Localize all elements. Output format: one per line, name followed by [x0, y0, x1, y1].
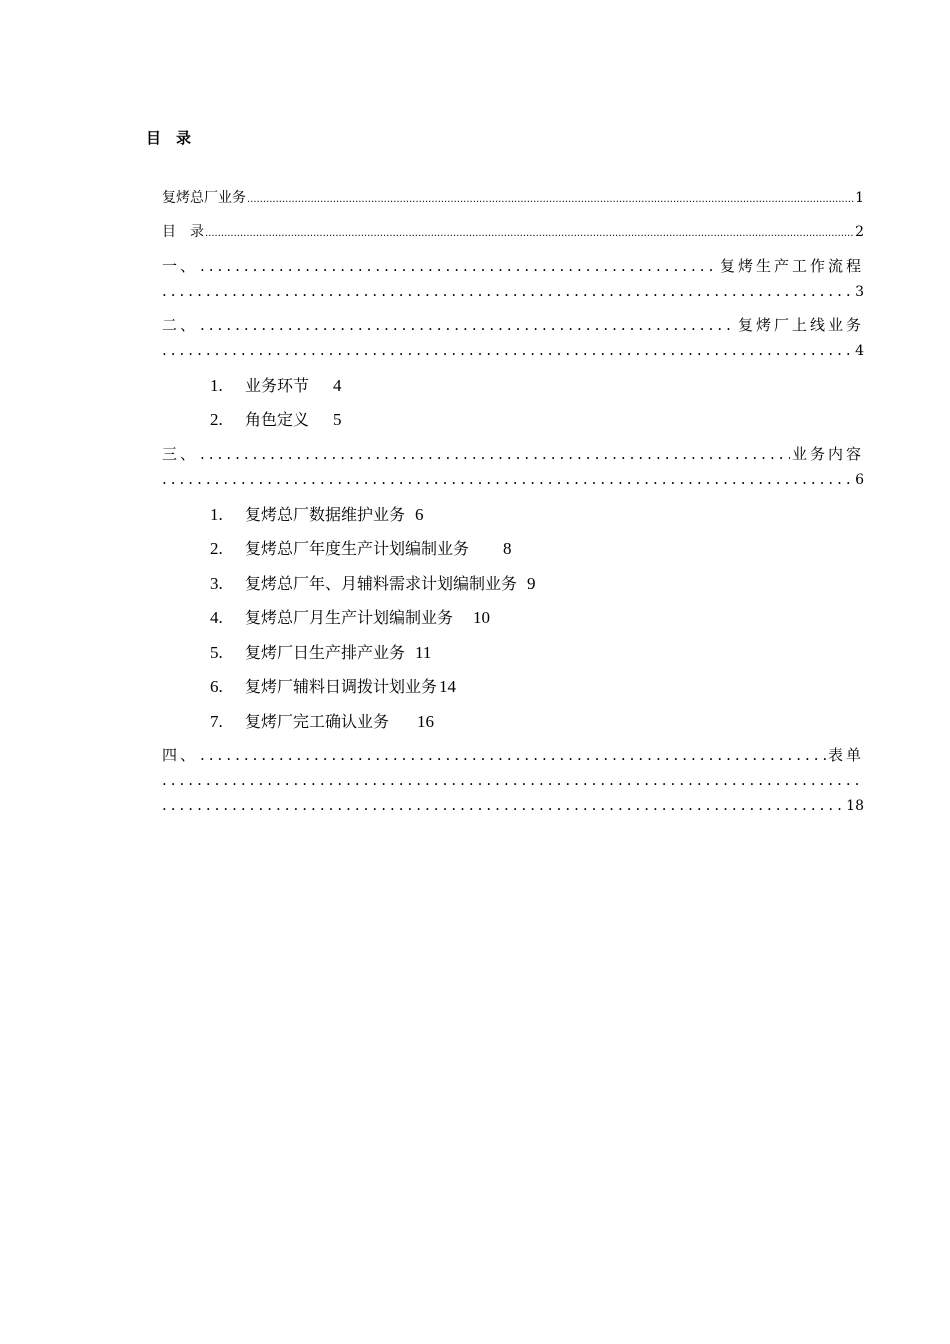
toc-entry[interactable]: [162, 221, 864, 241]
subentry-number: 1.: [210, 376, 223, 395]
toc-section-4-page-line: [162, 796, 864, 814]
dot-leader: [162, 341, 853, 359]
subentry-text: 复烤总厂月生产计划编制业务: [245, 608, 454, 627]
toc-subentry[interactable]: [210, 536, 512, 559]
subentry-page: 4: [333, 376, 342, 395]
dot-leader: [205, 229, 854, 239]
dot-leader: [200, 447, 790, 462]
section-page: 3: [855, 284, 864, 300]
section-page: 4: [855, 343, 864, 359]
dot-leader: [200, 318, 736, 333]
subentry-number: 5.: [210, 643, 223, 662]
subentry-text: 复烤厂辅料日调拨计划业务: [245, 677, 438, 696]
section-number: 一、: [162, 257, 199, 275]
subentry-number: 4.: [210, 608, 223, 627]
toc-entry[interactable]: [162, 187, 864, 207]
toc-section-1[interactable]: [162, 255, 864, 276]
subentry-text: 复烤总厂数据维护业务: [245, 505, 406, 524]
toc-entry-label: 目 录: [162, 224, 204, 240]
subentry-page: 9: [527, 574, 536, 593]
section-number: 四、: [162, 746, 199, 764]
toc-entry-page: 1: [855, 190, 864, 206]
toc-section-3-page-line: [162, 470, 864, 488]
section-title: 复烤厂上线业务: [737, 316, 864, 334]
toc-section-2[interactable]: [162, 314, 864, 335]
dot-leader: [162, 282, 853, 300]
dot-leader: [162, 796, 844, 814]
section-title: 复烤生产工作流程: [719, 257, 864, 275]
toc-subentry[interactable]: [210, 674, 456, 697]
section-number: 三、: [162, 445, 199, 463]
subentry-text: 复烤厂完工确认业务: [245, 712, 390, 731]
toc-subentry[interactable]: [210, 373, 342, 396]
section-page: 6: [855, 472, 864, 488]
subentry-text: 复烤厂日生产排产业务: [245, 643, 406, 662]
toc-entry-page: 2: [855, 224, 864, 240]
subentry-number: 3.: [210, 574, 223, 593]
subentry-number: 2.: [210, 410, 223, 429]
toc-subentry[interactable]: [210, 571, 536, 594]
subentry-number: 7.: [210, 712, 223, 731]
subentry-text: 角色定义: [245, 410, 310, 429]
toc-subentry[interactable]: [210, 605, 490, 628]
toc-subentry[interactable]: [210, 640, 431, 663]
toc-entry-label: 复烤总厂业务: [162, 190, 246, 206]
dot-leader: [200, 259, 718, 274]
subentry-text: 业务环节: [245, 376, 310, 395]
subentry-number: 6.: [210, 677, 223, 696]
toc-heading: 目 录: [146, 129, 192, 147]
subentry-page: 11: [415, 643, 432, 662]
subentry-number: 1.: [210, 505, 223, 524]
dot-leader: [162, 771, 864, 789]
dot-leader: [247, 195, 854, 205]
section-number: 二、: [162, 316, 199, 334]
toc-section-2-page-line: [162, 341, 864, 359]
subentry-text: 复烤总厂年度生产计划编制业务: [245, 539, 470, 558]
dot-leader: [200, 748, 826, 763]
toc-section-4-dot-line: [162, 771, 864, 789]
toc-subentry[interactable]: [210, 709, 434, 732]
dot-leader: [162, 470, 853, 488]
toc-section-1-page-line: [162, 282, 864, 300]
subentry-page: 5: [333, 410, 342, 429]
toc-section-3[interactable]: [162, 443, 864, 464]
subentry-text: 复烤总厂年、月辅料需求计划编制业务: [245, 574, 518, 593]
subentry-page: 10: [473, 608, 491, 627]
subentry-number: 2.: [210, 539, 223, 558]
subentry-page: 16: [417, 712, 435, 731]
subentry-page: 14: [439, 677, 457, 696]
toc-subentry[interactable]: [210, 502, 424, 525]
section-page: 18: [846, 798, 864, 814]
subentry-page: 8: [503, 539, 512, 558]
section-title: 表单: [827, 746, 864, 764]
subentry-page: 6: [415, 505, 424, 524]
toc-subentry[interactable]: [210, 407, 342, 430]
toc-section-4[interactable]: [162, 744, 864, 765]
section-title: 业务内容: [791, 445, 864, 463]
